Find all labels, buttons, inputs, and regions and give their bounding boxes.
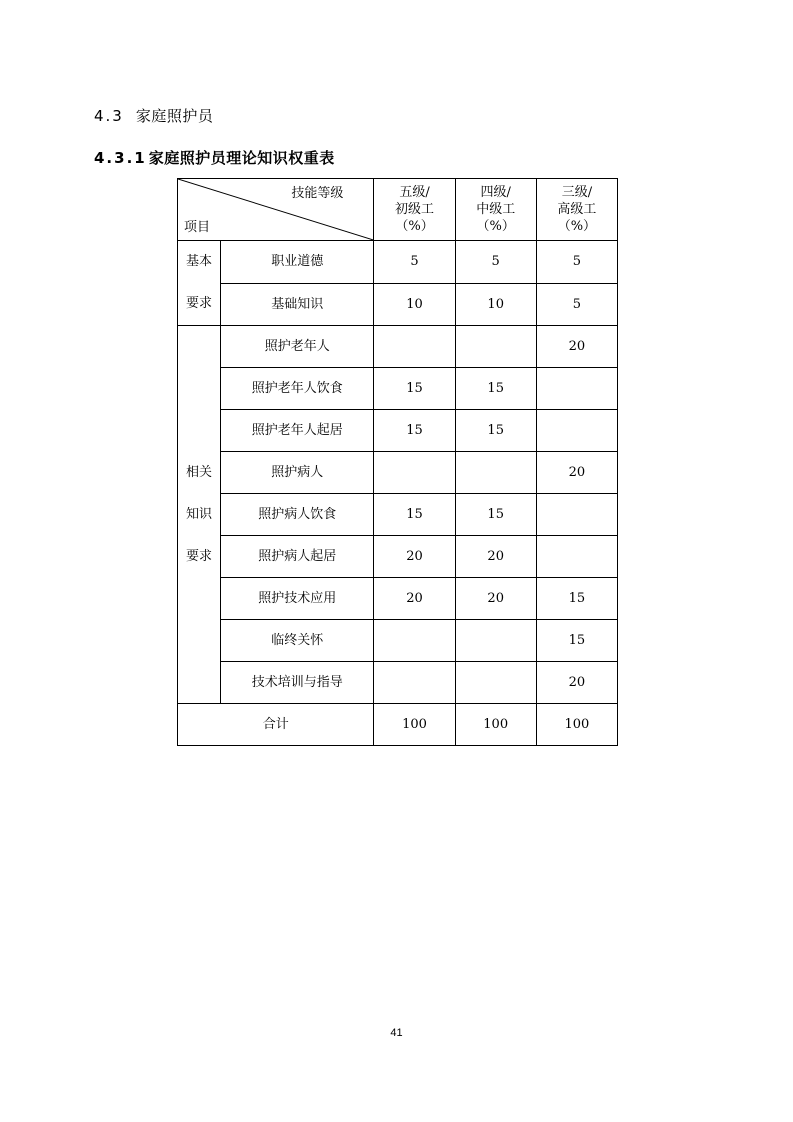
category-basic [178,241,221,326]
category-line: 要求 [186,296,213,311]
level-header-3 [536,179,617,241]
section-number: 4.3 [94,107,124,125]
item-cell: 临终关怀 [221,620,374,662]
value-cell: 20 [536,452,617,494]
value-cell: 15 [374,410,455,452]
value-cell: 20 [536,326,617,368]
value-cell [455,662,536,704]
total-value: 100 [536,704,617,746]
value-cell: 15 [455,410,536,452]
value-cell [536,536,617,578]
value-cell: 5 [455,241,536,284]
section-title: 家庭照护员 [135,107,214,125]
value-cell: 15 [455,494,536,536]
level-header-line: 高级工 [557,202,597,217]
value-cell [374,452,455,494]
value-cell: 15 [374,368,455,410]
item-cell: 照护病人起居 [221,536,374,578]
item-cell: 照护老年人起居 [221,410,374,452]
value-cell: 15 [374,494,455,536]
table-row [178,241,618,284]
section-heading [94,106,213,126]
level-header-line: 初级工 [395,202,435,217]
value-cell: 15 [536,578,617,620]
table-row [178,410,618,452]
value-cell: 20 [536,662,617,704]
value-cell: 5 [374,241,455,284]
category-line: 知识 [186,506,213,522]
value-cell: 20 [374,536,455,578]
table-row [178,494,618,536]
category-line: 相关 [186,464,213,480]
level-header-line: （%） [395,219,434,234]
value-cell: 20 [455,578,536,620]
diagonal-header-cell [178,179,374,241]
total-row [178,704,618,746]
level-header-4 [455,179,536,241]
item-cell: 照护病人饮食 [221,494,374,536]
value-cell [455,452,536,494]
value-cell: 5 [536,241,617,284]
item-cell: 照护老年人饮食 [221,368,374,410]
skill-level-label: 技能等级 [291,186,344,201]
value-cell [374,662,455,704]
item-label: 项目 [184,220,211,235]
value-cell [536,410,617,452]
table-row [178,620,618,662]
subsection-number: 4.3.1 [94,149,147,167]
value-cell: 5 [536,283,617,326]
level-header-line: 五级/ [399,185,430,200]
table-row [178,662,618,704]
item-cell: 技术培训与指导 [221,662,374,704]
value-cell [455,326,536,368]
value-cell [455,620,536,662]
value-cell: 20 [455,536,536,578]
value-cell: 10 [374,283,455,326]
item-cell: 基础知识 [221,283,374,326]
item-cell: 职业道德 [221,241,374,284]
level-header-line: 三级/ [561,185,593,200]
value-cell: 15 [536,620,617,662]
level-header-line: （%） [557,219,597,234]
value-cell [374,326,455,368]
page-number: 41 [390,1027,403,1039]
item-cell: 照护技术应用 [221,578,374,620]
table-row [178,578,618,620]
value-cell [536,368,617,410]
total-label: 合计 [178,704,374,746]
table-row [178,283,618,326]
table-row [178,368,618,410]
value-cell [536,494,617,536]
level-header-line: （%） [476,219,515,234]
category-line: 基本 [186,254,213,269]
table-row [178,452,618,494]
category-related-knowledge [178,326,221,704]
value-cell: 10 [455,283,536,326]
table-row [178,326,618,368]
value-cell: 20 [374,578,455,620]
value-cell: 15 [455,368,536,410]
table-row [178,536,618,578]
total-value: 100 [455,704,536,746]
weight-table [177,178,618,746]
item-cell: 照护老年人 [221,326,374,368]
level-header-line: 中级工 [476,202,516,217]
value-cell [374,620,455,662]
item-cell: 照护病人 [221,452,374,494]
total-value: 100 [374,704,455,746]
level-header-line: 四级/ [480,185,511,200]
subsection-heading [94,148,335,168]
level-header-5 [374,179,455,241]
subsection-title: 家庭照护员理论知识权重表 [148,149,335,167]
table-header-row [178,179,618,241]
category-line: 要求 [186,548,213,564]
